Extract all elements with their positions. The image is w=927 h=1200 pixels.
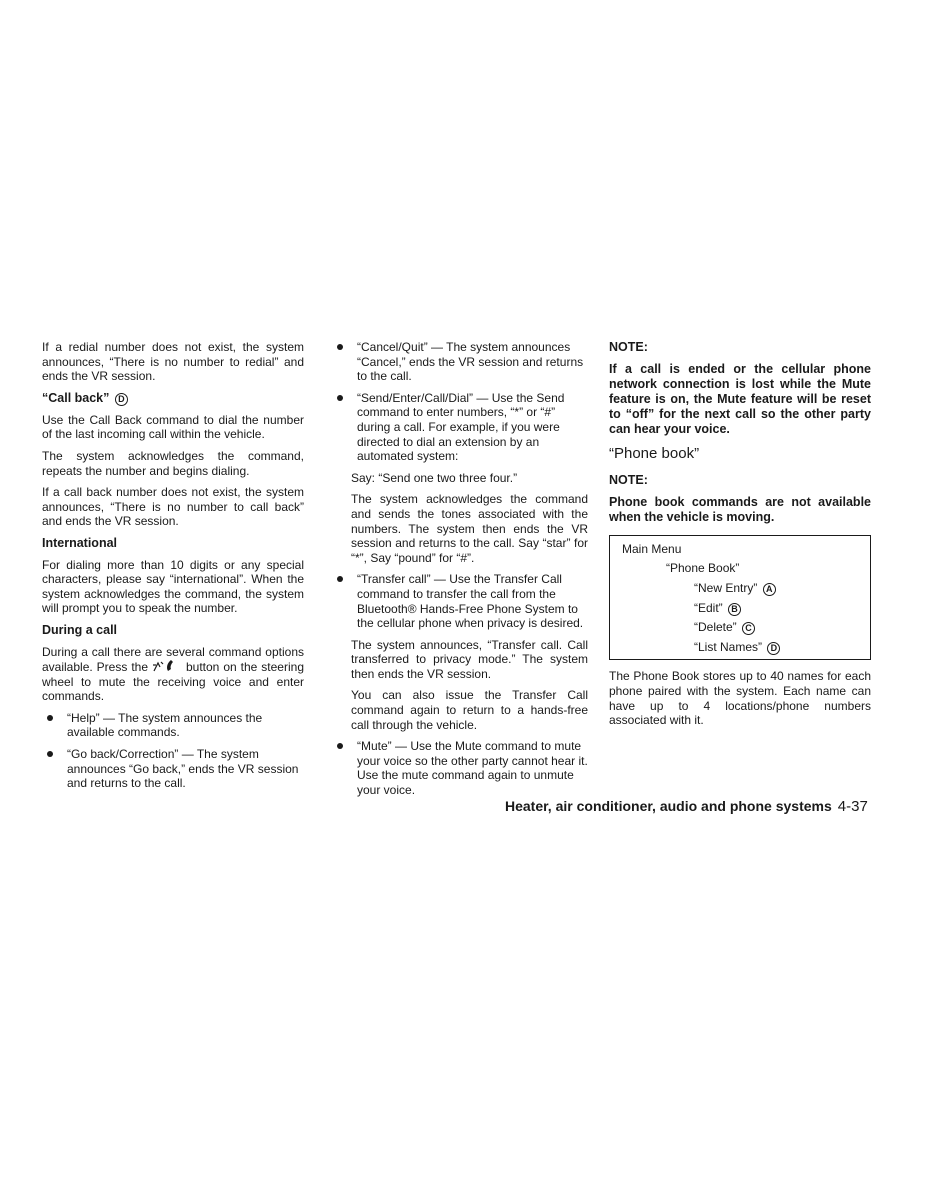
- transfer-bullets: [332, 572, 588, 630]
- bullet-icon: [47, 751, 53, 757]
- page-number: 4-37: [837, 798, 868, 815]
- transfer-paragraph-2: You can also issue the Transfer Call command again to return to a hands-free call through the vehicle.: [351, 688, 588, 732]
- phone-voice-icon: [152, 659, 182, 673]
- send-explanation: The system acknowledges the command and sends the tones associated with the numbers. The system then ends the VR session and returns to the call. Say “star” for “*”, Say “pound” for “#”.: [351, 492, 588, 565]
- list-item: “Help” — The system announces the available commands.: [42, 711, 304, 740]
- redial-paragraph: If a redial number does not exist, the system announces, “There is no number to redial” and ends the VR session.: [42, 340, 304, 384]
- list-item: “Cancel/Quit” — The system announces “Cancel,” ends the VR session and returns to the call.: [332, 340, 588, 384]
- note-label: NOTE:: [609, 473, 648, 488]
- marker-d-icon: D: [767, 642, 780, 655]
- column-right: [609, 340, 871, 735]
- call-back-paragraph-1: Use the Call Back command to dial the number of the last incoming call within the vehicle.: [42, 412, 304, 442]
- list-item: “Send/Enter/Call/Dial” — Use the Send command to enter numbers, “*” or “#” during a call. For example, if you were directed to dial an extension by an automated system:: [332, 391, 588, 464]
- phone-book-section-title: “Phone book”: [609, 444, 700, 462]
- note-mute-reset: If a call is ended or the cellular phone network connection is lost while the Mute feature is on, the Mute feature will be reset to “off” for the next call so the other party can hear your voice.: [609, 361, 871, 436]
- during-call-heading: During a call: [42, 622, 118, 637]
- phone-book-paragraph: The Phone Book stores up to 40 names for each phone paired with the system. Each name can have up to 4 locations/phone numbers associated with it.: [609, 669, 871, 728]
- bullet-icon: [337, 395, 343, 401]
- call-back-paragraph-2: The system acknowledges the command, repeats the number and begins dialing.: [42, 448, 304, 478]
- page-footer: [505, 798, 871, 815]
- transfer-paragraph-1: The system announces, “Transfer call. Call transferred to privacy mode.” The system then ends the VR session.: [351, 637, 588, 681]
- bullet-icon: [337, 576, 343, 582]
- column-left: [42, 340, 304, 798]
- bullet-icon: [337, 344, 343, 350]
- marker-c-icon: C: [742, 622, 755, 635]
- call-back-heading: “Call back” D: [42, 391, 304, 406]
- phone-book-menu-diagram: [609, 535, 871, 661]
- marker-a-icon: A: [763, 583, 776, 596]
- international-heading: International: [42, 535, 118, 550]
- menu-edit: “Edit” B: [622, 599, 860, 619]
- call-back-paragraph-3: If a call back number does not exist, the system announces, “There is no number to call back” and ends the VR session.: [42, 485, 304, 529]
- during-call-paragraph: During a call there are several command options available. Press the button on the steering wheel to mute the receiving voice and enter commands.: [42, 644, 304, 704]
- menu-new-entry: “New Entry” A: [622, 579, 860, 599]
- menu-phone-book: “Phone Book”: [666, 561, 740, 576]
- menu-root: Main Menu: [622, 541, 682, 556]
- marker-d-icon: D: [115, 393, 128, 406]
- during-call-bullets: [42, 711, 304, 791]
- bullet-icon: [47, 715, 53, 721]
- menu-delete: “Delete” C: [622, 618, 860, 638]
- list-item: “Transfer call” — Use the Transfer Call command to transfer the call from the Bluetooth® Hands-Free Phone System to the cellular phone when privacy is desired.: [332, 572, 588, 630]
- note-label: NOTE:: [609, 340, 648, 354]
- bullet-icon: [337, 743, 343, 749]
- list-item: “Go back/Correction” — The system announces “Go back,” ends the VR session and returns to the call.: [42, 747, 304, 791]
- list-item: “Mute” — Use the Mute command to mute your voice so the other party cannot hear it. Use the mute command again to unmute your voice.: [332, 739, 588, 797]
- international-paragraph: For dialing more than 10 digits or any special characters, please say “international”. When the system acknowledges the command, the system will prompt you to speak the number.: [42, 557, 304, 616]
- column-middle: [332, 340, 588, 805]
- send-example: Say: “Send one two three four.”: [351, 470, 518, 485]
- marker-b-icon: B: [728, 603, 741, 616]
- mute-bullets: [332, 739, 588, 797]
- menu-list-names: “List Names” D: [622, 638, 860, 658]
- footer-section-title: Heater, air conditioner, audio and phone systems: [505, 798, 832, 814]
- command-bullets: [332, 340, 588, 464]
- note-phone-book-moving: Phone book commands are not available when the vehicle is moving.: [609, 494, 871, 524]
